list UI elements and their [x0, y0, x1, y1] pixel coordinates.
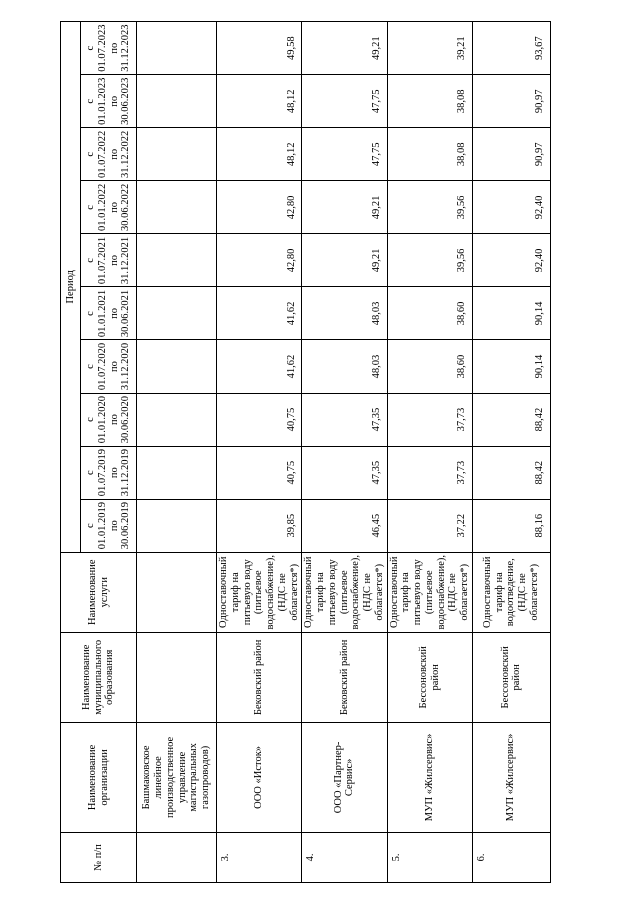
- table-body: [137, 22, 551, 883]
- cell-tariff-value: 48,12: [217, 128, 302, 181]
- period-end: 30.06.2021: [120, 289, 132, 338]
- period-header-7: [81, 181, 137, 234]
- table-row-continuation: [137, 22, 217, 883]
- header-service: Наименование услуги: [61, 552, 137, 632]
- cell-tariff-value: 38,60: [387, 340, 472, 393]
- cell-service: Одноставочный тариф на водоотведение, (НДС не облагается*): [472, 552, 550, 632]
- header-municipality: Наименование муниципального образования: [61, 632, 137, 722]
- period-header-5: [81, 287, 137, 340]
- period-header-2: [81, 446, 137, 499]
- cell-tariff-value: 47,75: [302, 75, 387, 128]
- cell-tariff-value: 47,35: [302, 446, 387, 499]
- period-to: по: [108, 467, 120, 479]
- cell-tariff-value: 47,35: [302, 393, 387, 446]
- cell-tariff-value: 88,42: [472, 446, 550, 499]
- period-to: по: [108, 520, 120, 532]
- period-header-1: [81, 499, 137, 552]
- cell-municipality: Бековский район: [217, 632, 302, 722]
- period-header-6: [81, 234, 137, 287]
- cell-tariff-value: 48,03: [302, 287, 387, 340]
- cell-tariff-value: 38,08: [387, 75, 472, 128]
- cell-tariff-value: 49,21: [302, 234, 387, 287]
- header-num: № п/п: [61, 832, 137, 882]
- cell-num: 4.: [302, 832, 387, 882]
- period-from: с 01.07.2020: [85, 342, 108, 391]
- period-to: по: [108, 201, 120, 213]
- cell-num: 5.: [387, 832, 472, 882]
- period-end: 31.12.2022: [120, 130, 132, 178]
- period-to: по: [108, 361, 120, 372]
- table-header: [61, 22, 137, 883]
- cell-organization: ООО «Исток»: [217, 722, 302, 832]
- table-row: [387, 22, 472, 883]
- cell-tariff-value: 39,85: [217, 499, 302, 552]
- period-end: 31.12.2020: [120, 342, 132, 391]
- cell-tariff-value: 41,62: [217, 287, 302, 340]
- tariff-table: [60, 21, 551, 883]
- cell-tariff-value: 90,97: [472, 75, 550, 128]
- period-end: 31.12.2019: [120, 449, 132, 497]
- cell-service: Одноставочный тариф на питьевую воду (питьевое водоснабжение), (НДС не облагается*): [302, 552, 387, 632]
- cell-municipality: Бессоновский район: [472, 632, 550, 722]
- cell-tariff-value: 46,45: [302, 499, 387, 552]
- period-from: с 01.01.2023: [85, 77, 108, 125]
- cell-organization: МУП «Жилсервис»: [472, 722, 550, 832]
- cell-num: 3.: [217, 832, 302, 882]
- cell-tariff-value: 92,40: [472, 234, 550, 287]
- period-to: по: [108, 414, 120, 426]
- period-from: с 01.07.2023: [85, 24, 108, 72]
- cell-tariff-value: 37,73: [387, 446, 472, 499]
- table-row: [302, 22, 387, 883]
- period-from: с 01.01.2022: [85, 183, 108, 232]
- period-to: по: [108, 308, 120, 319]
- cell-tariff-value: 49,21: [302, 181, 387, 234]
- cell-organization: Башмаковское линейное производственное управление магистральных газопроводов): [137, 722, 217, 832]
- cell-tariff-value: 93,67: [472, 22, 550, 75]
- cell-num: [137, 832, 217, 882]
- cell-tariff-value: 90,97: [472, 128, 550, 181]
- period-from: с 01.01.2019: [85, 502, 108, 550]
- period-to: по: [108, 148, 120, 160]
- cell-tariff-value: 39,56: [387, 181, 472, 234]
- period-header-3: [81, 393, 137, 446]
- period-header-10: [81, 22, 137, 75]
- cell-tariff-value: 49,58: [217, 22, 302, 75]
- cell-tariff-value: 42,80: [217, 234, 302, 287]
- cell-tariff-value: 39,21: [387, 22, 472, 75]
- cell-tariff-value: 38,60: [387, 287, 472, 340]
- period-from: с 01.01.2020: [85, 395, 108, 444]
- cell-tariff-value: 42,80: [217, 181, 302, 234]
- period-end: 30.06.2023: [120, 77, 132, 125]
- cell-tariff-value: 40,75: [217, 393, 302, 446]
- period-from: с 01.07.2021: [85, 236, 108, 285]
- cell-tariff-value: 37,73: [387, 393, 472, 446]
- cell-tariff-value: 90,14: [472, 340, 550, 393]
- period-end: 31.12.2023: [120, 24, 132, 72]
- cell-municipality: Бековский район: [302, 632, 387, 722]
- cell-organization: ООО «Партнер-Сервис»: [302, 722, 387, 832]
- cell-tariff-value: 40,75: [217, 446, 302, 499]
- period-end: 30.06.2019: [120, 502, 132, 550]
- period-from: с 01.07.2019: [85, 449, 108, 497]
- cell-tariff-value: 37,22: [387, 499, 472, 552]
- period-to: по: [108, 95, 120, 107]
- cell-service: Одноставочный тариф на питьевую воду (питьевое водоснабжение), (НДС не облагается*): [217, 552, 302, 632]
- cell-tariff-value: 92,40: [472, 181, 550, 234]
- table-row: [217, 22, 302, 883]
- header-period: Период: [61, 22, 81, 553]
- cell-num: 6.: [472, 832, 550, 882]
- cell-organization: МУП «Жилсервис»: [387, 722, 472, 832]
- period-header-4: [81, 340, 137, 393]
- cell-tariff-value: 47,75: [302, 128, 387, 181]
- cell-tariff-value: 88,42: [472, 393, 550, 446]
- period-from: с 01.07.2022: [85, 130, 108, 178]
- cell-tariff-value: 41,62: [217, 340, 302, 393]
- period-header-9: [81, 75, 137, 128]
- period-from: с 01.01.2021: [85, 289, 108, 338]
- cell-tariff-value: 39,56: [387, 234, 472, 287]
- cell-tariff-value: 49,21: [302, 22, 387, 75]
- cell-service: Одноставочный тариф на питьевую воду (питьевое водоснабжение), (НДС не облагается*): [387, 552, 472, 632]
- cell-tariff-value: 48,03: [302, 340, 387, 393]
- period-header-8: [81, 128, 137, 181]
- period-to: по: [108, 255, 120, 266]
- cell-service: [137, 552, 217, 632]
- cell-tariff-value: 38,08: [387, 128, 472, 181]
- header-organization: Наименование организации: [61, 722, 137, 832]
- table-row: [472, 22, 550, 883]
- period-to: по: [108, 42, 120, 54]
- period-end: 31.12.2021: [120, 236, 132, 285]
- cell-tariff-value: 90,14: [472, 287, 550, 340]
- period-end: 30.06.2022: [120, 183, 132, 232]
- cell-municipality: [137, 632, 217, 722]
- cell-tariff-value: 88,16: [472, 499, 550, 552]
- cell-municipality: Бессоновский район: [387, 632, 472, 722]
- cell-tariff-value: 48,12: [217, 75, 302, 128]
- period-end: 30.06.2020: [120, 395, 132, 444]
